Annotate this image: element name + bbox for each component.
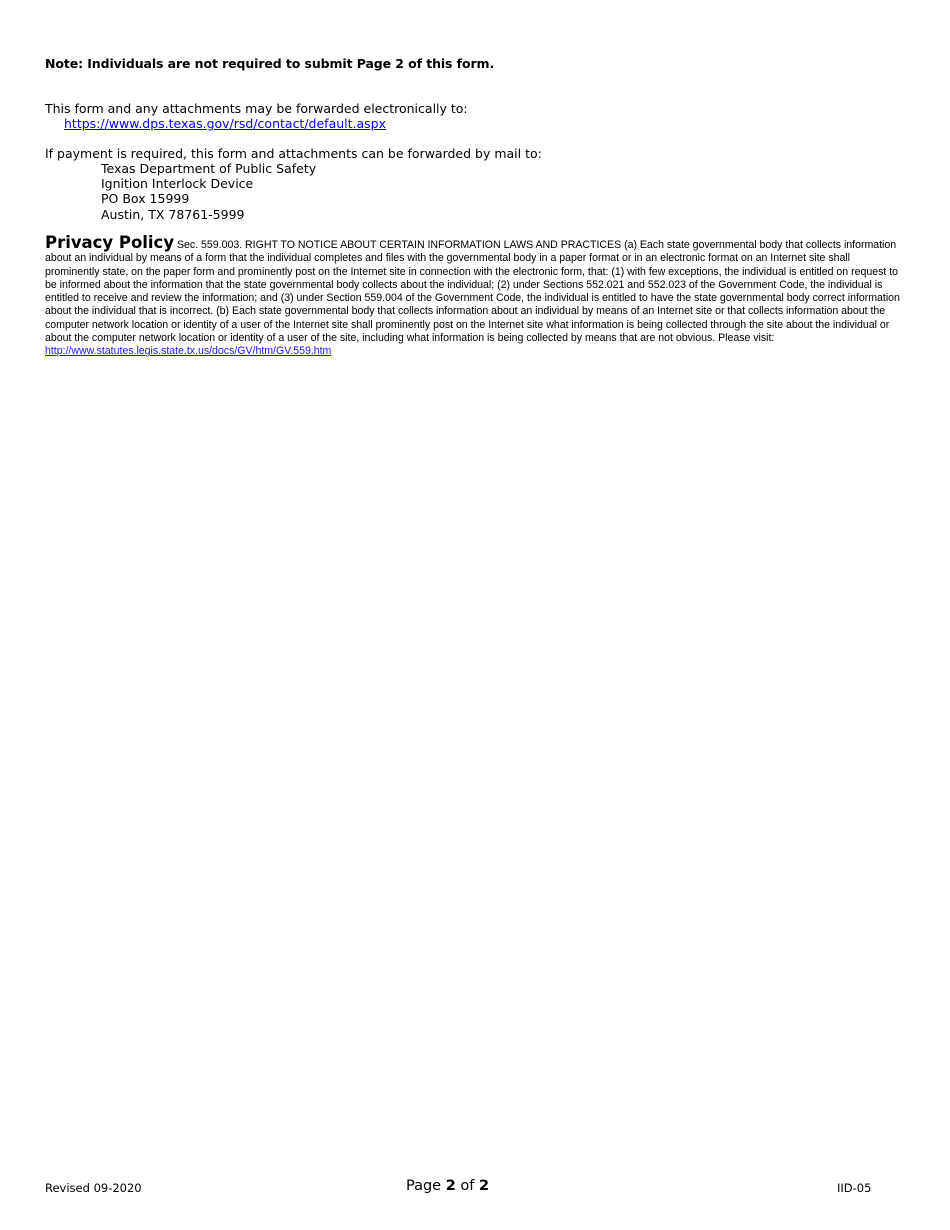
address-line: Ignition Interlock Device (101, 176, 254, 192)
page-of: of (460, 1178, 475, 1194)
statute-link[interactable]: http://www.statutes.legis.state.tx.us/docs/GV/htm/GV.559.htm (45, 345, 332, 358)
revision-date: Revised 09-2020 (45, 1181, 142, 1195)
dps-contact-link[interactable]: https://www.dps.texas.gov/rsd/contact/default.aspx (64, 116, 387, 131)
address-line: PO Box 15999 (101, 191, 190, 207)
mail-forwarding-intro: If payment is required, this form and attachments can be forwarded by mail to: (45, 146, 542, 161)
page-total: 2 (479, 1178, 490, 1194)
page-current: 2 (445, 1178, 456, 1194)
electronic-forwarding-intro: This form and any attachments may be forwarded electronically to: (45, 101, 468, 116)
mailing-address (101, 161, 542, 222)
privacy-policy-body: Sec. 559.003. RIGHT TO NOTICE ABOUT CERTAIN INFORMATION LAWS AND PRACTICES (a) Each state governmental body that collects information about an individual by means of a form that the individual completes and files with the governmental body in a paper format or in an electronic format on an Internet site shall prominently state, on the paper form and prominently post on the Internet site in connection with the electronic form, that: (1) with few exceptions, the individual is entitled on request to be informed about the information that the state governmental body collects about the individual; (2) under Sections 552.021 and 552.023 of the Government Code, the individual is entitled to receive and review the information; and (3) under Section 559.004 of the Government Code, the individual is entitled to have the state governmental body correct information about the individual that is incorrect. (b) Each state governmental body that collects information about an individual by means of an Internet site or that collects information about the computer network location or identity of a user of the Internet site shall prominently post on the Internet site what information is being collected through the site about the individual or about the computer network location or identity of a user of the site, including what information is being collected by means that are not obvious. Please visit: (45, 239, 900, 345)
submission-note: Note: Individuals are not required to submit Page 2 of this form. (45, 56, 495, 71)
electronic-forwarding-section (45, 101, 468, 131)
address-line: Austin, TX 78761-5999 (101, 206, 245, 222)
page-number (406, 1178, 489, 1194)
page-prefix: Page (406, 1178, 442, 1194)
address-line: Texas Department of Public Safety (101, 161, 317, 176)
mail-forwarding-section (45, 146, 542, 222)
privacy-policy-title: Privacy Policy (45, 233, 175, 252)
privacy-policy-section (45, 233, 905, 359)
form-id: IID-05 (837, 1181, 872, 1195)
